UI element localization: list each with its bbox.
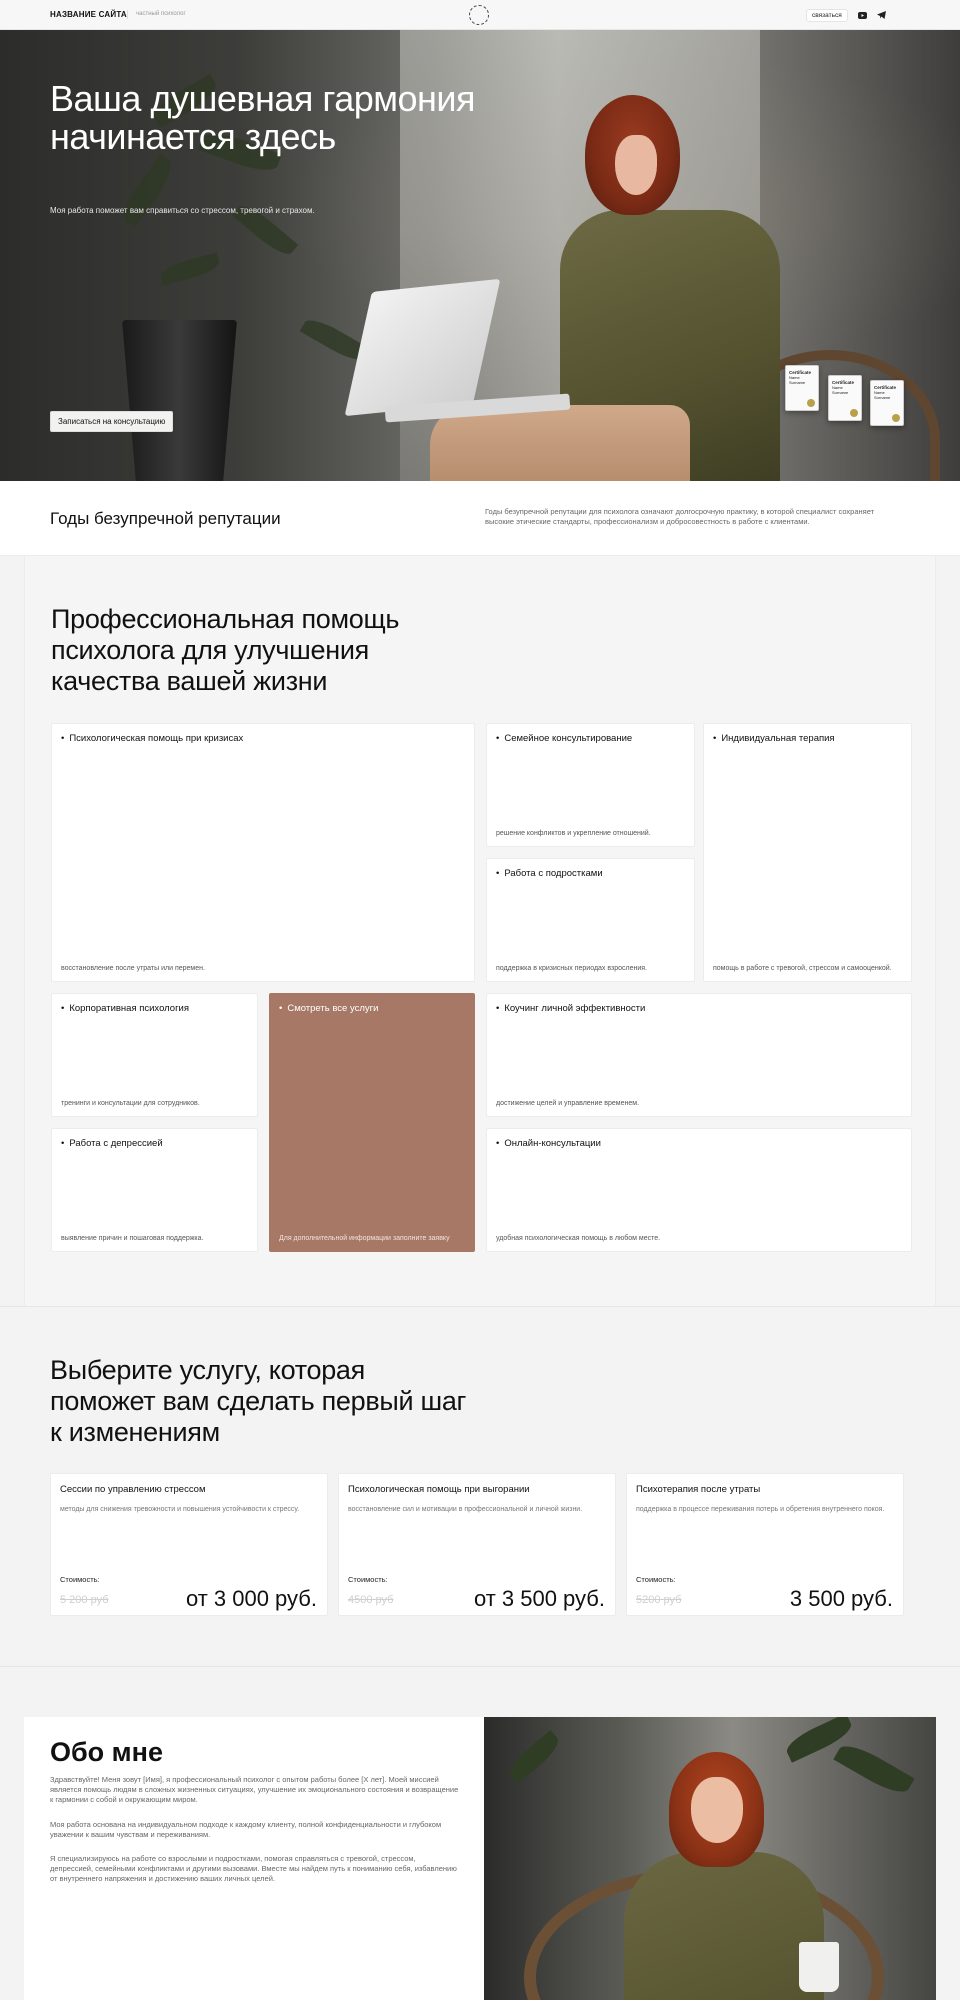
price-card-title: Психологическая помощь при выгорании — [348, 1484, 530, 1495]
about-title: Обо мне — [50, 1737, 163, 1767]
service-card-title: • Работа с подростками — [496, 868, 603, 879]
service-card-desc: восстановление после утраты или перемен. — [61, 965, 205, 972]
pricing-section — [0, 1306, 960, 1666]
about-person-body — [624, 1852, 824, 2000]
view-all-services-title: • Смотреть все услуги — [279, 1003, 378, 1014]
service-card-desc: достижение целей и управление временем. — [496, 1100, 640, 1107]
about-paragraph: Я специализируюсь на работе со взрослыми и подростками, помогая справляться с тревогой, стрессом, депрессией, семейными конфликтами и другими вызовами. Вместе мы найдем путь к пониманию себя, избавлению от внутреннего напряжения и достижению ваших личных целей. — [50, 1854, 457, 1883]
price-card-stress[interactable] — [50, 1473, 328, 1616]
plant-pot — [122, 320, 237, 481]
price-label: Стоимость: — [348, 1575, 388, 1584]
view-all-services-desc: Для дополнительной информации заполните заявку — [279, 1235, 450, 1242]
about-person-face — [691, 1777, 743, 1843]
certificate-image[interactable]: Certificate Name Surname — [785, 365, 819, 411]
reputation-title: Годы безупречной репутации — [50, 509, 281, 528]
services-section — [24, 556, 936, 1306]
service-card-title: • Семейное консультирование — [496, 733, 632, 744]
service-card-corporate[interactable] — [51, 993, 258, 1117]
logo-icon[interactable] — [469, 5, 489, 25]
plant-leaf-icon — [159, 253, 222, 286]
certificate-image[interactable]: Certificate Name Surname — [870, 380, 904, 426]
service-card-title: • Работа с депрессией — [61, 1138, 163, 1149]
service-card-desc: решение конфликтов и укрепление отношений. — [496, 830, 651, 837]
telegram-icon[interactable] — [876, 10, 887, 20]
about-paragraph: Моя работа основана на индивидуальном подходе к каждому клиенту, полной конфиденциальности и глубоком уважении к вашим чувствам и переживаниям. — [50, 1820, 442, 1839]
service-card-crisis[interactable] — [51, 723, 475, 982]
plant-leaf-icon — [833, 1739, 914, 1800]
service-card-coaching[interactable] — [486, 993, 912, 1117]
reputation-description: Годы безупречной репутации для психолога означают долгосрочную практику, в которой специалист сохраняет высокие этические стандарты, профессионализм и добросовестность в работе с клиентами. — [485, 507, 875, 526]
price-card-title: Психотерапия после утраты — [636, 1484, 761, 1495]
service-card-title: • Онлайн-консультации — [496, 1138, 601, 1149]
contact-button[interactable]: связаться — [806, 9, 848, 22]
service-card-individual[interactable] — [703, 723, 912, 982]
view-all-services-card[interactable] — [269, 993, 475, 1252]
service-card-teens[interactable] — [486, 858, 695, 982]
about-card — [24, 1717, 936, 2000]
reputation-section — [0, 481, 960, 556]
service-card-desc: выявление причин и пошаговая поддержка. — [61, 1235, 204, 1242]
price-card-desc: восстановление сил и мотивации в профессиональной и личной жизни. — [348, 1506, 583, 1513]
service-card-title: • Психологическая помощь при кризисах — [61, 733, 243, 744]
hero-title: Ваша душевная гармония начинается здесь — [50, 78, 476, 157]
certificate-image[interactable]: Certificate Name Surname — [828, 375, 862, 421]
price-card-title: Сессии по управлению стрессом — [60, 1484, 206, 1495]
price-card-desc: поддержка в процессе переживания потерь и обретения внутреннего покоя. — [636, 1506, 885, 1513]
old-price: 5 200 руб — [60, 1594, 109, 1606]
pricing-title: Выберите услугу, которая поможет вам сделать первый шаг к изменениям — [50, 1355, 467, 1447]
about-paragraph: Здравствуйте! Меня зовут [Имя], я профессиональный психолог с опытом работы более [X лет]. Моей миссией является помощь людям в сложных жизненных ситуациях, улучшение их эмоционального состояния и возвращение к гармонии с собой и окружающим миром. — [50, 1775, 459, 1804]
service-card-title: • Коучинг личной эффективности — [496, 1003, 645, 1014]
price-label: Стоимость: — [636, 1575, 676, 1584]
price-card-burnout[interactable] — [338, 1473, 616, 1616]
current-price: 3 500 руб. — [789, 1586, 893, 1611]
service-card-title: • Корпоративная психология — [61, 1003, 189, 1014]
price-card-desc: методы для снижения тревожности и повышения устойчивости к стрессу. — [60, 1506, 300, 1513]
coffee-cup-icon — [799, 1942, 839, 1992]
site-header — [0, 0, 960, 30]
price-card-loss[interactable] — [626, 1473, 904, 1616]
hero-section — [0, 30, 960, 481]
about-photo — [484, 1717, 936, 2000]
service-card-title: • Индивидуальная терапия — [713, 733, 835, 744]
service-card-online[interactable] — [486, 1128, 912, 1252]
plant-leaf-icon — [505, 1730, 564, 1784]
services-title: Профессиональная помощь психолога для улучшения качества вашей жизни — [51, 604, 400, 696]
book-consultation-button[interactable]: Записаться на консультацию — [50, 411, 173, 432]
site-tagline: частный психолог — [127, 10, 186, 19]
plant-leaf-icon — [117, 154, 178, 228]
service-card-desc: удобная психологическая помощь в любом месте. — [496, 1235, 661, 1242]
hero-subtitle: Моя работа поможет вам справиться со стрессом, тревогой и страхом. — [50, 206, 315, 215]
youtube-icon[interactable] — [857, 10, 868, 20]
current-price: от 3 500 руб. — [473, 1586, 605, 1611]
site-name[interactable]: НАЗВАНИЕ САЙТА — [50, 10, 127, 19]
current-price: от 3 000 руб. — [185, 1586, 317, 1611]
old-price: 5200 руб — [636, 1594, 682, 1606]
price-label: Стоимость: — [60, 1575, 100, 1584]
hero-person-face — [615, 135, 657, 195]
old-price: 4500 руб — [348, 1594, 394, 1606]
service-card-desc: поддержка в кризисных периодах взросления. — [496, 965, 647, 972]
service-card-desc: тренинги и консультации для сотрудников. — [61, 1100, 200, 1107]
service-card-depression[interactable] — [51, 1128, 258, 1252]
about-section — [0, 1666, 960, 2000]
service-card-family[interactable] — [486, 723, 695, 847]
service-card-desc: помощь в работе с тревогой, стрессом и самооценкой. — [713, 965, 892, 972]
